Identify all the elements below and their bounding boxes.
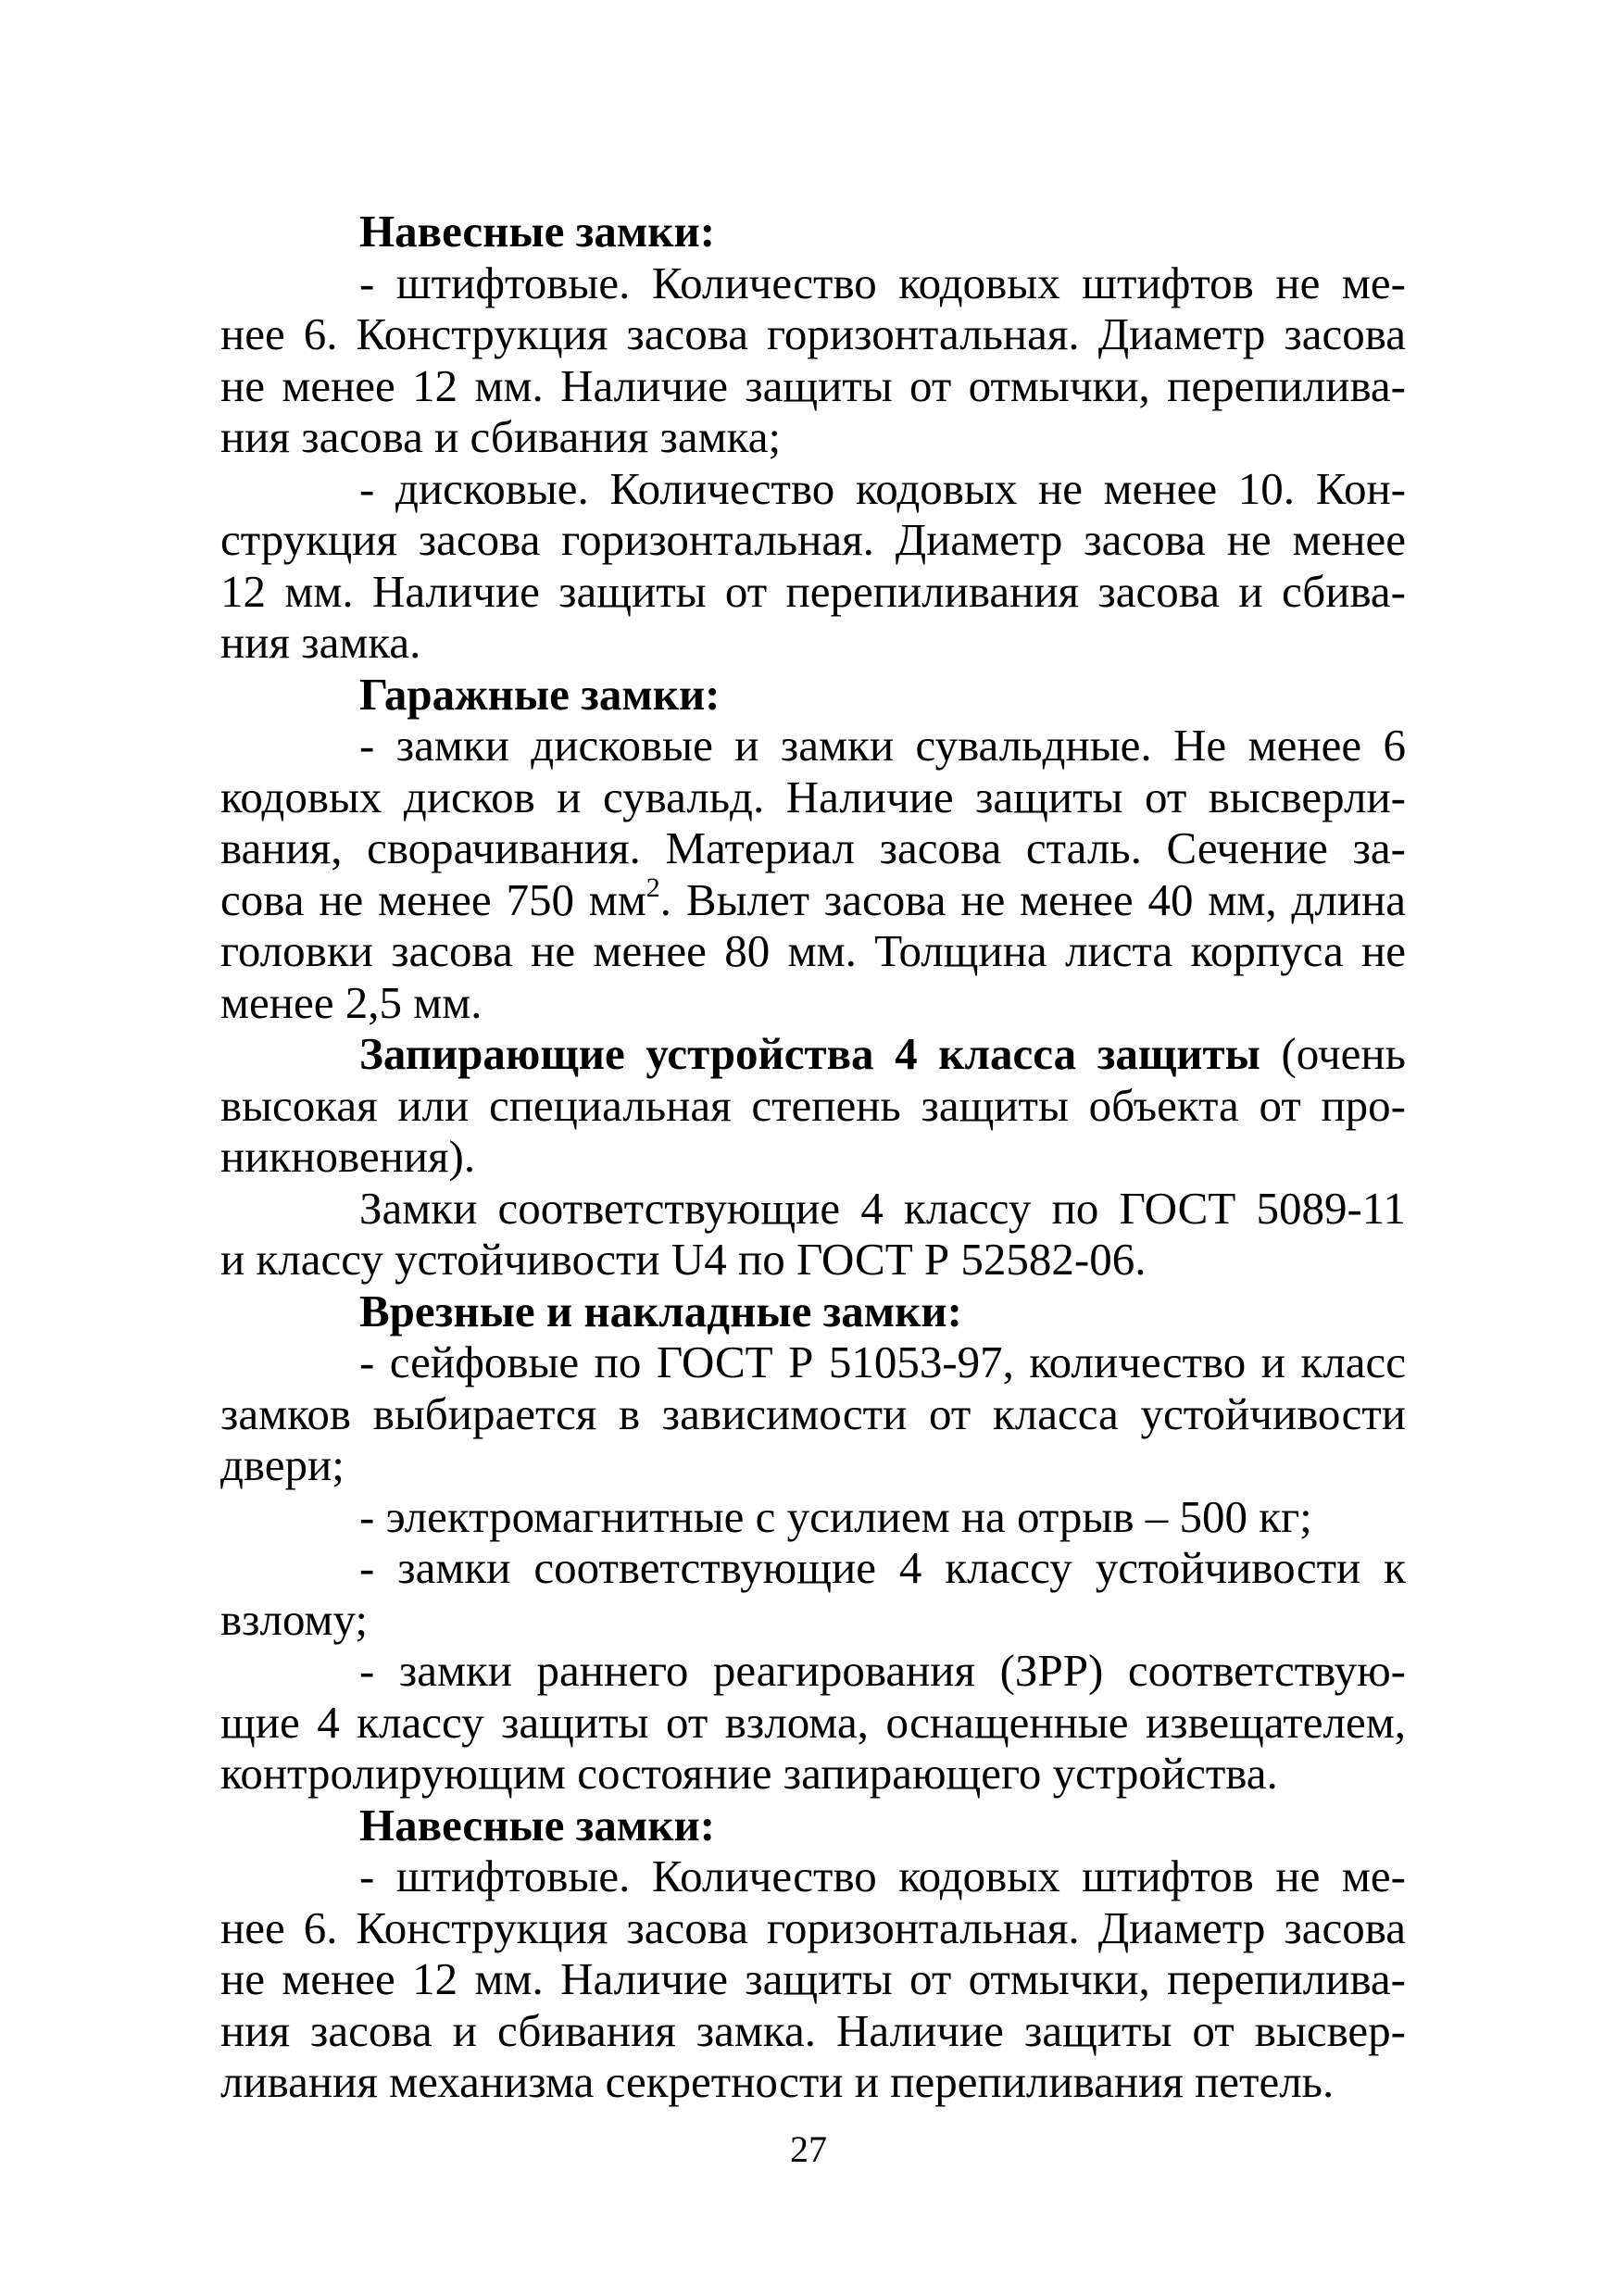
text-line: - замки дисковые и замки сувальдные. Не менее 6 — [359, 720, 1406, 771]
text-line: ливания механизма секретности и перепиливания петель. — [220, 2056, 1335, 2107]
text-line: головки засова не менее 80 мм. Толщина листа корпуса не — [220, 925, 1406, 976]
text-line: - замки соответствующие 4 классу устойчивости к — [359, 1542, 1406, 1593]
text-line: 12 мм. Наличие защиты от перепиливания засова и сбива- — [220, 565, 1406, 617]
text-line: - штифтовые. Количество кодовых штифтов не ме- — [359, 257, 1406, 308]
body-text — [220, 206, 1406, 2108]
text-line: и классу устойчивости U4 по ГОСТ Р 52582-06. — [220, 1234, 1147, 1285]
text-line: кодовых дисков и сувальд. Наличие защиты от высверли- — [220, 771, 1406, 822]
heading-class-4-devices: Запирающие устройства 4 класса защиты — [359, 1028, 1260, 1079]
text-line: никновения). — [220, 1131, 476, 1182]
text-fragment: сова не менее 750 мм — [220, 873, 646, 925]
superscript: 2 — [646, 872, 660, 903]
text-line — [220, 1028, 1406, 1080]
text-line: двери; — [220, 1439, 345, 1490]
heading-padlocks-2: Навесные замки: — [359, 1799, 716, 1851]
text-line: нее 6. Конструкция засова горизонтальная. Диаметр засова — [220, 308, 1406, 359]
text-line: не менее 12 мм. Наличие защиты от отмычки, перепилива- — [220, 1953, 1406, 2004]
text-line: контролирующим состояние запирающего устройства. — [220, 1748, 1278, 1799]
text-line: - штифтовые. Количество кодовых штифтов не ме- — [359, 1851, 1406, 1901]
heading-padlocks: Навесные замки: — [359, 206, 716, 257]
text-line: Замки соответствующие 4 классу по ГОСТ 5089-11 — [359, 1182, 1406, 1234]
text-line: взлому; — [220, 1593, 368, 1645]
text-line: высокая или специальная степень защиты объекта от про- — [220, 1079, 1406, 1131]
text-line — [220, 874, 1406, 926]
page-number: 27 — [790, 2128, 827, 2170]
text-line: ния замка. — [220, 617, 421, 668]
text-line: нее 6. Конструкция засова горизонтальная. Диаметр засова — [220, 1901, 1406, 1953]
text-line: струкция засова горизонтальная. Диаметр засова не менее — [220, 514, 1406, 565]
text-line: щие 4 классу защиты от взлома, оснащенные извещателем, — [220, 1696, 1406, 1748]
text-fragment: . Вылет засова не менее 40 мм, длина — [659, 873, 1406, 925]
text-line: ния засова и сбивания замка; — [220, 411, 782, 462]
text-line: вания, сворачивания. Материал засова сталь. Сечение за- — [220, 822, 1406, 873]
text-fragment: (очень — [1260, 1028, 1406, 1079]
text-line: - замки раннего реагирования (ЗРР) соответствую- — [359, 1645, 1406, 1696]
heading-mortise-locks: Врезные и накладные замки: — [359, 1285, 962, 1336]
text-line: - дисковые. Количество кодовых не менее 10. Кон- — [359, 462, 1406, 514]
heading-garage-locks: Гаражные замки: — [359, 668, 721, 720]
text-line: - электромагнитные с усилием на отрыв – 500 кг; — [359, 1490, 1312, 1542]
text-line: замков выбирается в зависимости от класса устойчивости — [220, 1387, 1406, 1439]
text-line: менее 2,5 мм. — [220, 976, 483, 1028]
text-line: - сейфовые по ГОСТ Р 51053-97, количество и класс — [359, 1336, 1406, 1387]
text-line: не менее 12 мм. Наличие защиты от отмычки, перепилива- — [220, 359, 1406, 411]
text-line: ния засова и сбивания замка. Наличие защиты от высвер- — [220, 2004, 1406, 2056]
